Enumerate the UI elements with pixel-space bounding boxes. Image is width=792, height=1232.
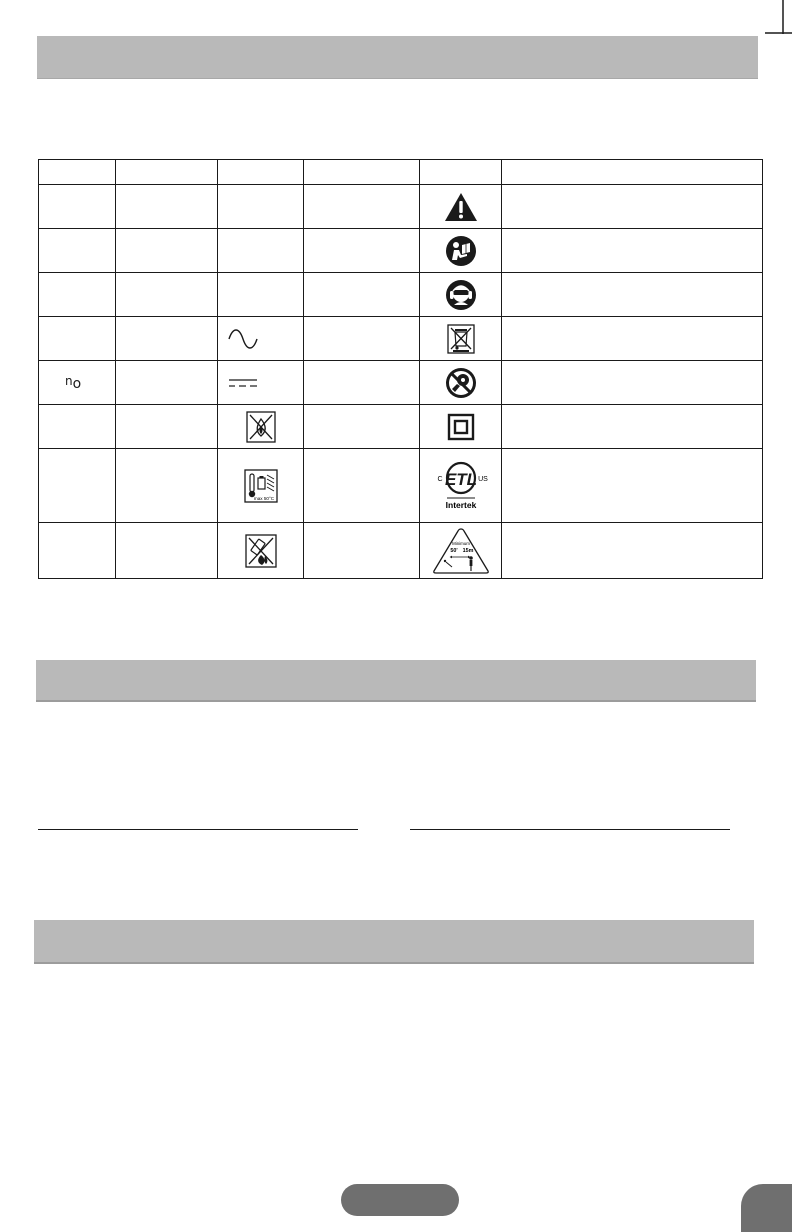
no-fire-icon bbox=[246, 411, 276, 443]
svg-text:50': 50' bbox=[449, 547, 458, 554]
table-row bbox=[39, 449, 763, 523]
symbols-table bbox=[38, 159, 763, 579]
page-edge-tab bbox=[741, 1184, 792, 1232]
table-row bbox=[39, 185, 763, 229]
etl-intertek-icon bbox=[431, 460, 491, 512]
no-hands-near-blade-icon bbox=[445, 367, 477, 399]
alternating-current-icon bbox=[228, 329, 258, 349]
weee-bin-icon bbox=[447, 324, 475, 354]
no-battery-in-fire-icon bbox=[245, 534, 277, 568]
table-row bbox=[39, 317, 763, 361]
table-header-row bbox=[39, 160, 763, 185]
eye-ear-protection-icon bbox=[445, 279, 477, 311]
svg-text:US: US bbox=[477, 475, 488, 483]
section-header-bar-3 bbox=[34, 920, 754, 964]
signature-line-right bbox=[410, 829, 730, 830]
table-row bbox=[39, 361, 763, 405]
direct-current-icon bbox=[228, 376, 258, 390]
svg-text:ETL: ETL bbox=[444, 469, 477, 489]
svg-text:C: C bbox=[436, 475, 443, 483]
double-insulation-icon bbox=[447, 413, 475, 441]
no-load-speed-symbol: $n_o$ bbox=[39, 361, 116, 405]
section-header-bar-1 bbox=[37, 36, 758, 79]
warning-triangle-icon bbox=[443, 191, 479, 223]
max-temperature-icon bbox=[244, 469, 278, 503]
svg-text:max 50°C: max 50°C bbox=[253, 495, 274, 501]
svg-text:15m: 15m bbox=[462, 547, 473, 554]
svg-text:Intertek: Intertek bbox=[445, 499, 476, 510]
read-manual-icon bbox=[445, 235, 477, 267]
table-row bbox=[39, 229, 763, 273]
bystander-distance-icon bbox=[432, 527, 490, 575]
table-row bbox=[39, 273, 763, 317]
table-row bbox=[39, 523, 763, 579]
signature-line-left bbox=[38, 829, 358, 830]
section-header-bar-2 bbox=[36, 660, 756, 702]
table-row bbox=[39, 405, 763, 449]
svg-text:Minimum: Minimum bbox=[451, 540, 470, 546]
page-number-pill bbox=[341, 1184, 459, 1216]
